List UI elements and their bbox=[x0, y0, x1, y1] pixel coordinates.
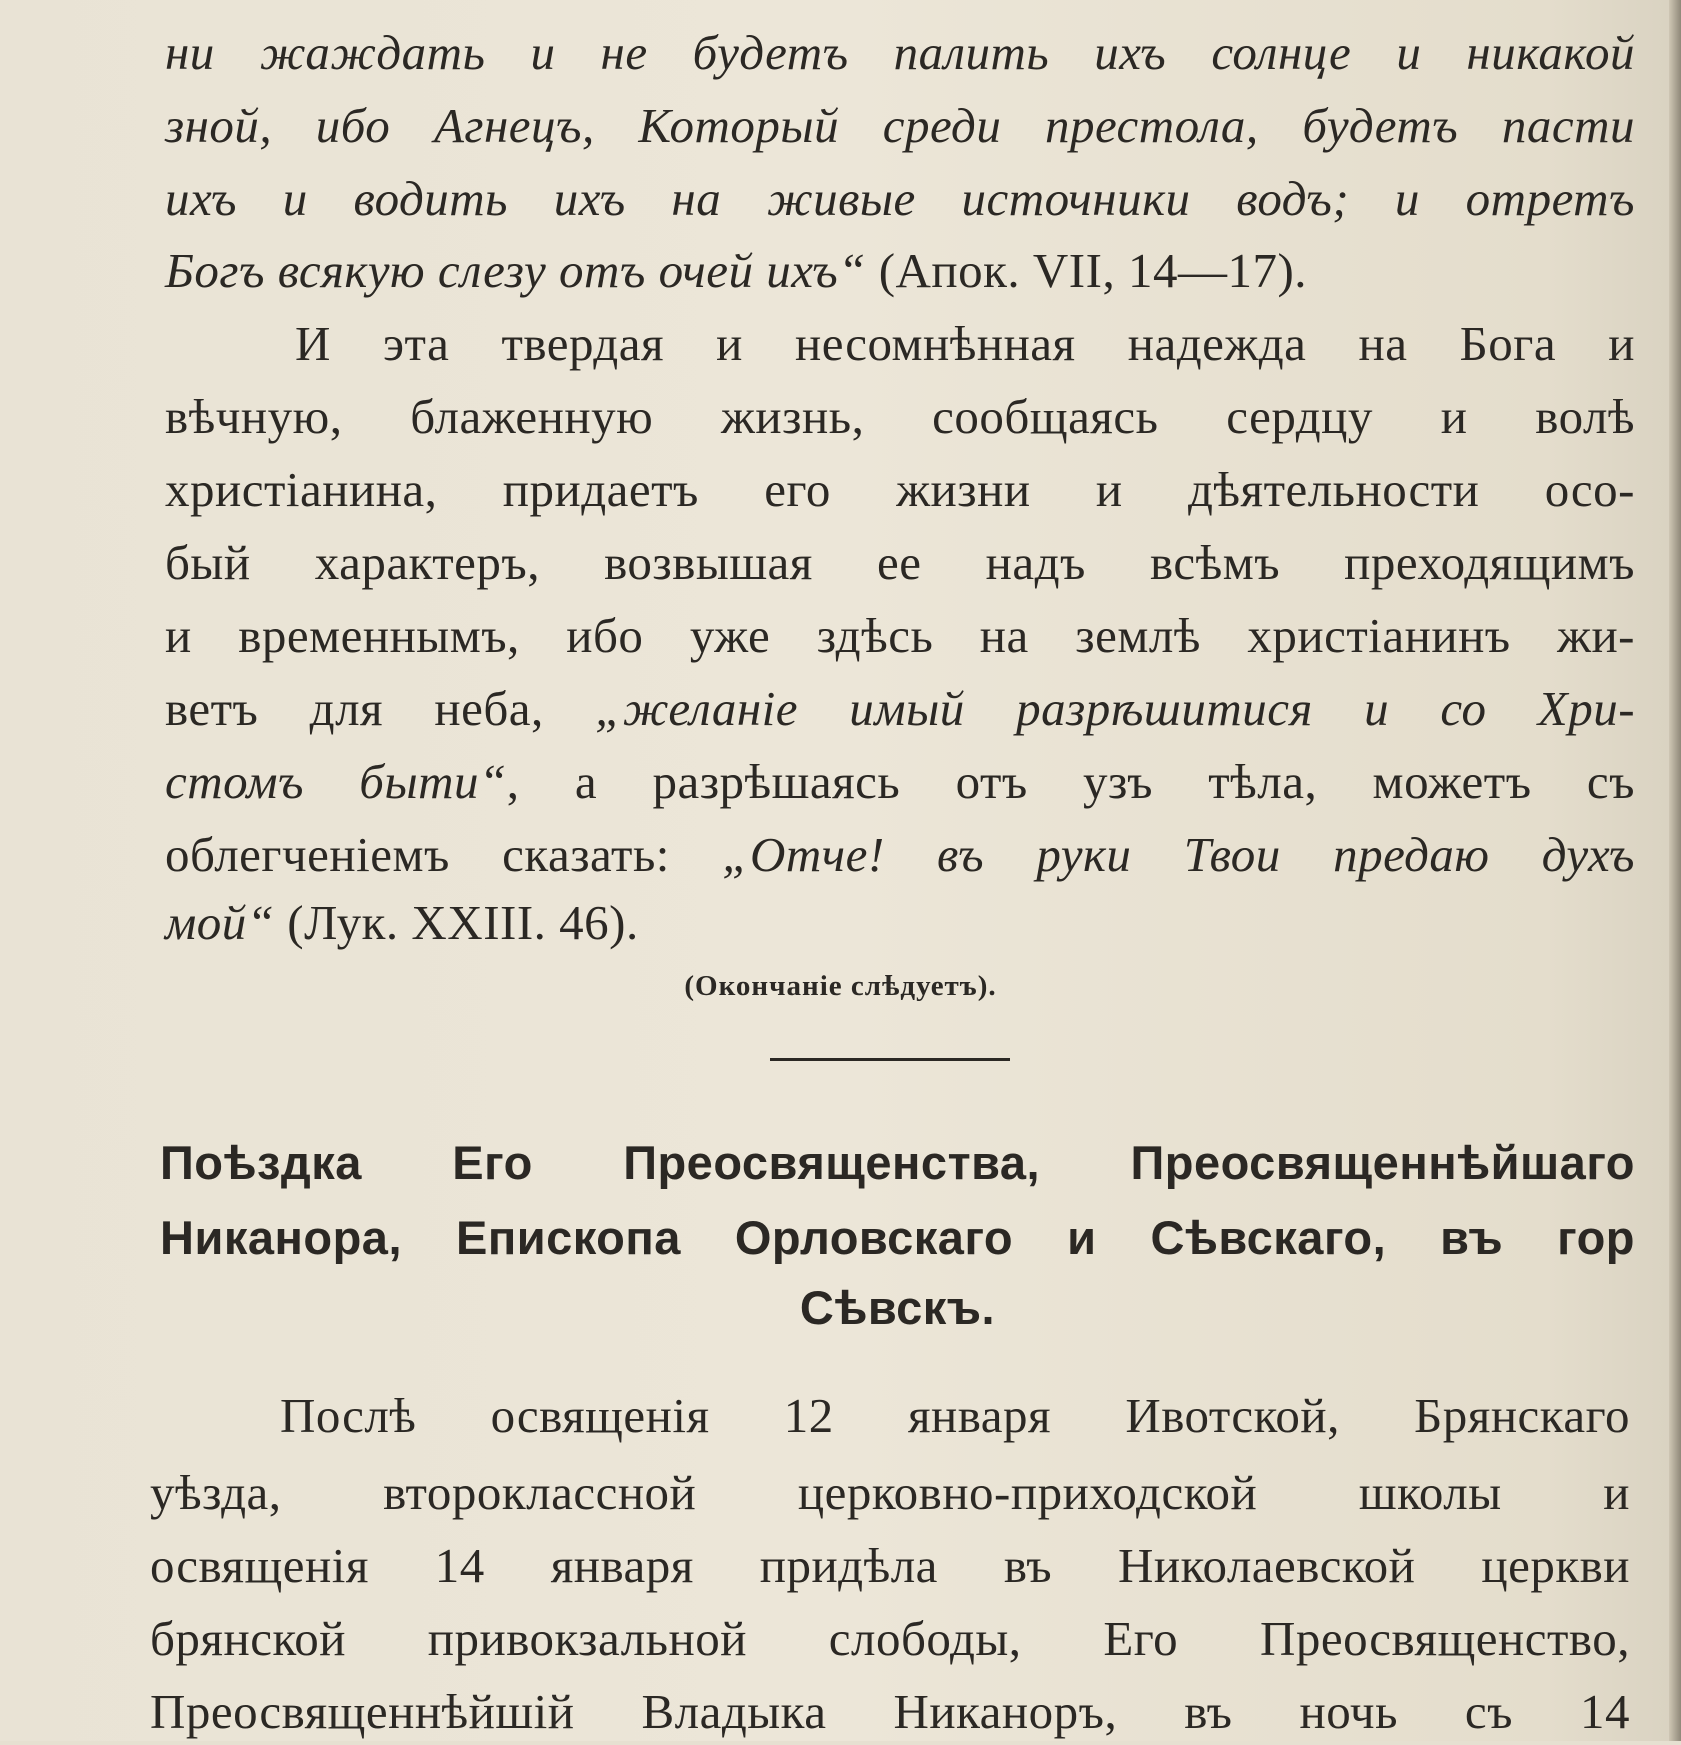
quote-fragment: „Отче! въ руки Твои предаю духъ bbox=[722, 827, 1635, 882]
text-fragment: , а разрѣшаясь отъ узъ тѣла, можетъ съ bbox=[506, 754, 1635, 809]
article-heading-line: Сѣвскъ. bbox=[799, 1281, 996, 1334]
text-line bbox=[165, 890, 1635, 956]
text-line bbox=[165, 822, 1635, 888]
text-line: зной, ибо Агнецъ, Который среди престола, будетъ пасти bbox=[165, 98, 1635, 153]
text-line: Послѣ освященія 12 января Ивотской, Брянскаго bbox=[280, 1388, 1630, 1443]
quote-fragment: „желаніе имый разрѣшитися и со Хри- bbox=[595, 681, 1636, 736]
text-line: ни жаждать и не будетъ палить ихъ солнце и никакой bbox=[165, 25, 1635, 80]
text-fragment: облегченіемъ сказать: bbox=[165, 827, 670, 882]
text-line: вѣчную, блаженную жизнь, сообщаясь сердцу и волѣ bbox=[165, 389, 1635, 444]
quote-fragment: мой“ bbox=[165, 895, 275, 950]
text-line: бый характеръ, возвышая ее надъ всѣмъ преходящимъ bbox=[165, 535, 1635, 590]
page-edge-shadow bbox=[1669, 0, 1681, 1741]
citation: (Апок. VII, 14—17). bbox=[878, 243, 1308, 298]
text-line: и временнымъ, ибо уже здѣсь на землѣ христіанинъ жи- bbox=[165, 608, 1635, 663]
text-line: И эта твердая и несомнѣнная надежда на Бога и bbox=[295, 316, 1635, 371]
text-line bbox=[165, 238, 1635, 304]
text-line: ихъ и водить ихъ на живые источники водъ; и отретъ bbox=[165, 171, 1635, 226]
article-heading-line: Никанора, Епископа Орловскаго и Сѣвскаго, въ гор bbox=[160, 1211, 1635, 1264]
continuation-note: (Окончаніе слѣдуетъ). bbox=[684, 970, 997, 1002]
quote-fragment: Богъ всякую слезу отъ очей ихъ“ bbox=[165, 243, 866, 298]
text-line: христіанина, придаетъ его жизни и дѣятельности осо- bbox=[165, 462, 1635, 517]
text-line bbox=[165, 676, 1635, 742]
section-divider bbox=[770, 1058, 1010, 1061]
text-line: Преосвященнѣйшій Владыка Никаноръ, въ ночь съ 14 bbox=[150, 1684, 1630, 1739]
text-fragment: ветъ для неба, bbox=[165, 681, 544, 736]
text-line bbox=[165, 749, 1635, 815]
text-line: уѣзда, второклассной церковно-приходской школы и bbox=[150, 1465, 1630, 1520]
quote-fragment: стомъ быти“ bbox=[165, 754, 507, 809]
text-line: освященія 14 января придѣла въ Николаевской церкви bbox=[150, 1538, 1630, 1593]
text-line: брянской привокзальной слободы, Его Преосвященство, bbox=[150, 1611, 1630, 1666]
article-heading-line: Поѣздка Его Преосвященства, Преосвященнѣйшаго bbox=[160, 1136, 1635, 1189]
citation: (Лук. XXIII. 46). bbox=[287, 895, 639, 950]
